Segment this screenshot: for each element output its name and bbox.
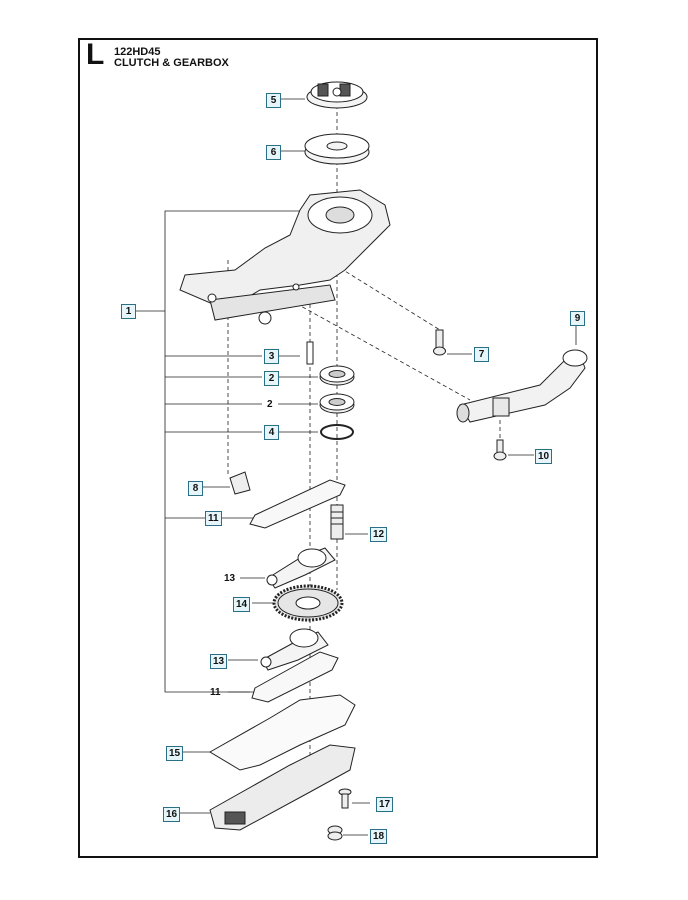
- callout-part-4: 4: [264, 425, 279, 440]
- callout-part-13-secondary: 13: [224, 573, 236, 584]
- callout-part-1: 1: [121, 304, 136, 319]
- callout-part-7: 7: [474, 347, 489, 362]
- callout-part-11-secondary: 11: [210, 687, 221, 698]
- callout-part-16: 16: [163, 807, 180, 822]
- worm-gear-part-12: [331, 505, 343, 539]
- callout-part-2: 2: [264, 371, 279, 386]
- screw-part-17: [339, 789, 351, 808]
- callout-part-12: 12: [370, 527, 387, 542]
- connecting-rod-part-13-upper: [267, 548, 335, 588]
- callout-part-2-secondary: 2: [267, 399, 273, 410]
- gear-wheel-part-14: [274, 586, 342, 620]
- clutch-part-5: [307, 82, 367, 108]
- callout-part-9: 9: [570, 311, 585, 326]
- section-title: CLUTCH & GEARBOX: [114, 57, 229, 69]
- gear-housing-part-1: [180, 190, 390, 324]
- bearing-part-2-lower: [320, 394, 354, 413]
- callout-part-14: 14: [233, 597, 250, 612]
- bearing-part-2-upper: [320, 366, 354, 385]
- callout-part-3: 3: [264, 349, 279, 364]
- section-letter: L: [86, 38, 105, 71]
- callout-part-17: 17: [376, 797, 393, 812]
- callout-part-8: 8: [188, 481, 203, 496]
- callout-part-11: 11: [205, 511, 222, 526]
- model-code: 122HD45: [114, 46, 161, 58]
- callout-part-5: 5: [266, 93, 281, 108]
- callout-part-15: 15: [166, 746, 183, 761]
- callout-part-13: 13: [210, 654, 227, 669]
- callout-part-18: 18: [370, 829, 387, 844]
- screw-part-7: [434, 330, 446, 355]
- callout-part-6: 6: [266, 145, 281, 160]
- callout-part-10: 10: [535, 449, 552, 464]
- clip-part-8: [230, 472, 250, 494]
- screw-part-10: [494, 440, 506, 460]
- nut-part-18: [328, 826, 342, 840]
- pin-part-3: [307, 342, 313, 364]
- clutch-drum-part-6: [305, 134, 369, 164]
